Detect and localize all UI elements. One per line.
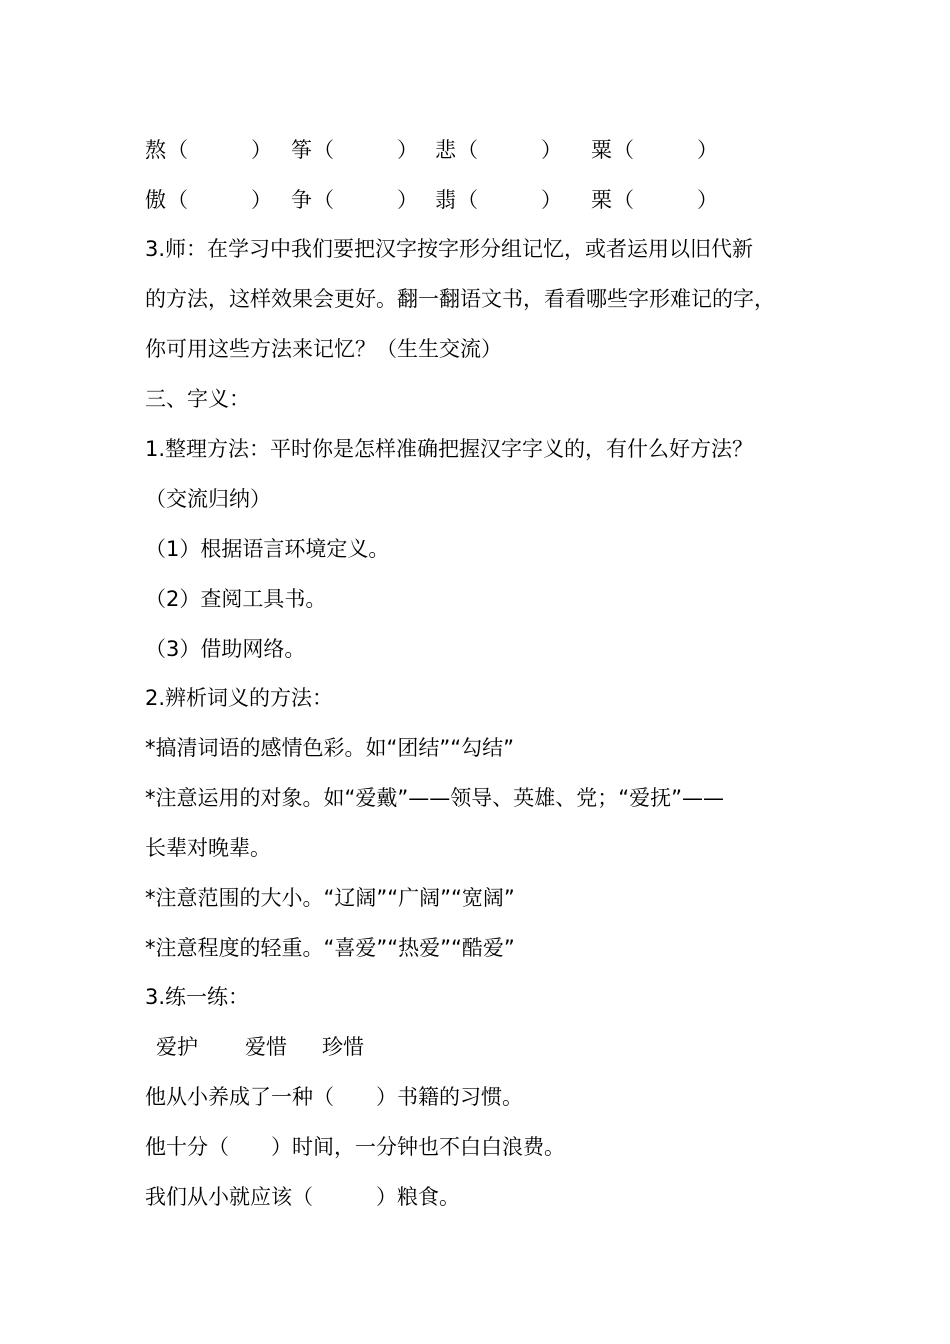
list-item: （2）查阅工具书。 xyxy=(145,587,327,611)
paragraph-line: 3.练一练： xyxy=(145,985,250,1009)
grid-blank: （ ） xyxy=(457,188,562,212)
word-bank-item: 珍惜 xyxy=(322,1035,364,1059)
grid-blank: （ ） xyxy=(613,188,718,212)
exercise-sentence: 我们从小就应该（ ）粮食。 xyxy=(145,1185,460,1209)
section-heading: 三、字义： xyxy=(145,387,250,411)
paragraph-line: 3.师：在学习中我们要把汉字按字形分组记忆，或者运用以旧代新 xyxy=(145,237,754,261)
grid-blank: （ ） xyxy=(313,188,418,212)
bullet-line: *搞清词语的感情色彩。如“团结”“勾结” xyxy=(145,736,515,760)
paragraph-line: （交流归纳） xyxy=(145,487,271,511)
grid-blank: （ ） xyxy=(313,138,418,162)
grid-blank: （ ） xyxy=(613,138,718,162)
paragraph-line: 的方法，这样效果会更好。翻一翻语文书，看看哪些字形难记的字， xyxy=(145,287,775,311)
grid-char: 争 xyxy=(291,188,312,212)
grid-char: 粟 xyxy=(591,138,612,162)
list-item: （1）根据语言环境定义。 xyxy=(145,537,390,561)
paragraph-line: 你可用这些方法来记忆？（生生交流） xyxy=(145,337,502,361)
word-bank-item: 爱护 xyxy=(156,1035,198,1059)
exercise-sentence: 他十分（ ）时间，一分钟也不白白浪费。 xyxy=(145,1135,565,1159)
paragraph-line: 2.辨析词义的方法： xyxy=(145,686,334,710)
grid-char: 傲 xyxy=(145,188,166,212)
bullet-line: *注意运用的对象。如“爱戴”——领导、英雄、党；“爱抚”—— xyxy=(145,786,725,810)
list-item: （3）借助网络。 xyxy=(145,637,306,661)
bullet-line: *注意程度的轻重。“喜爱”“热爱”“酷爱” xyxy=(145,936,515,960)
grid-blank: （ ） xyxy=(457,138,562,162)
grid-char: 栗 xyxy=(591,188,612,212)
grid-blank: （ ） xyxy=(167,138,272,162)
word-bank-item: 爱惜 xyxy=(245,1035,287,1059)
grid-char: 熬 xyxy=(145,138,166,162)
grid-char: 悲 xyxy=(435,138,456,162)
grid-blank: （ ） xyxy=(167,188,272,212)
paragraph-line: 1.整理方法：平时你是怎样准确把握汉字字义的，有什么好方法？ xyxy=(145,437,754,461)
bullet-line: *注意范围的大小。“辽阔”“广阔”“宽阔” xyxy=(145,886,515,910)
grid-char: 筝 xyxy=(291,138,312,162)
paragraph-line: 长辈对晚辈。 xyxy=(145,836,271,860)
exercise-sentence: 他从小养成了一种（ ）书籍的习惯。 xyxy=(145,1085,523,1109)
grid-char: 翡 xyxy=(435,188,456,212)
